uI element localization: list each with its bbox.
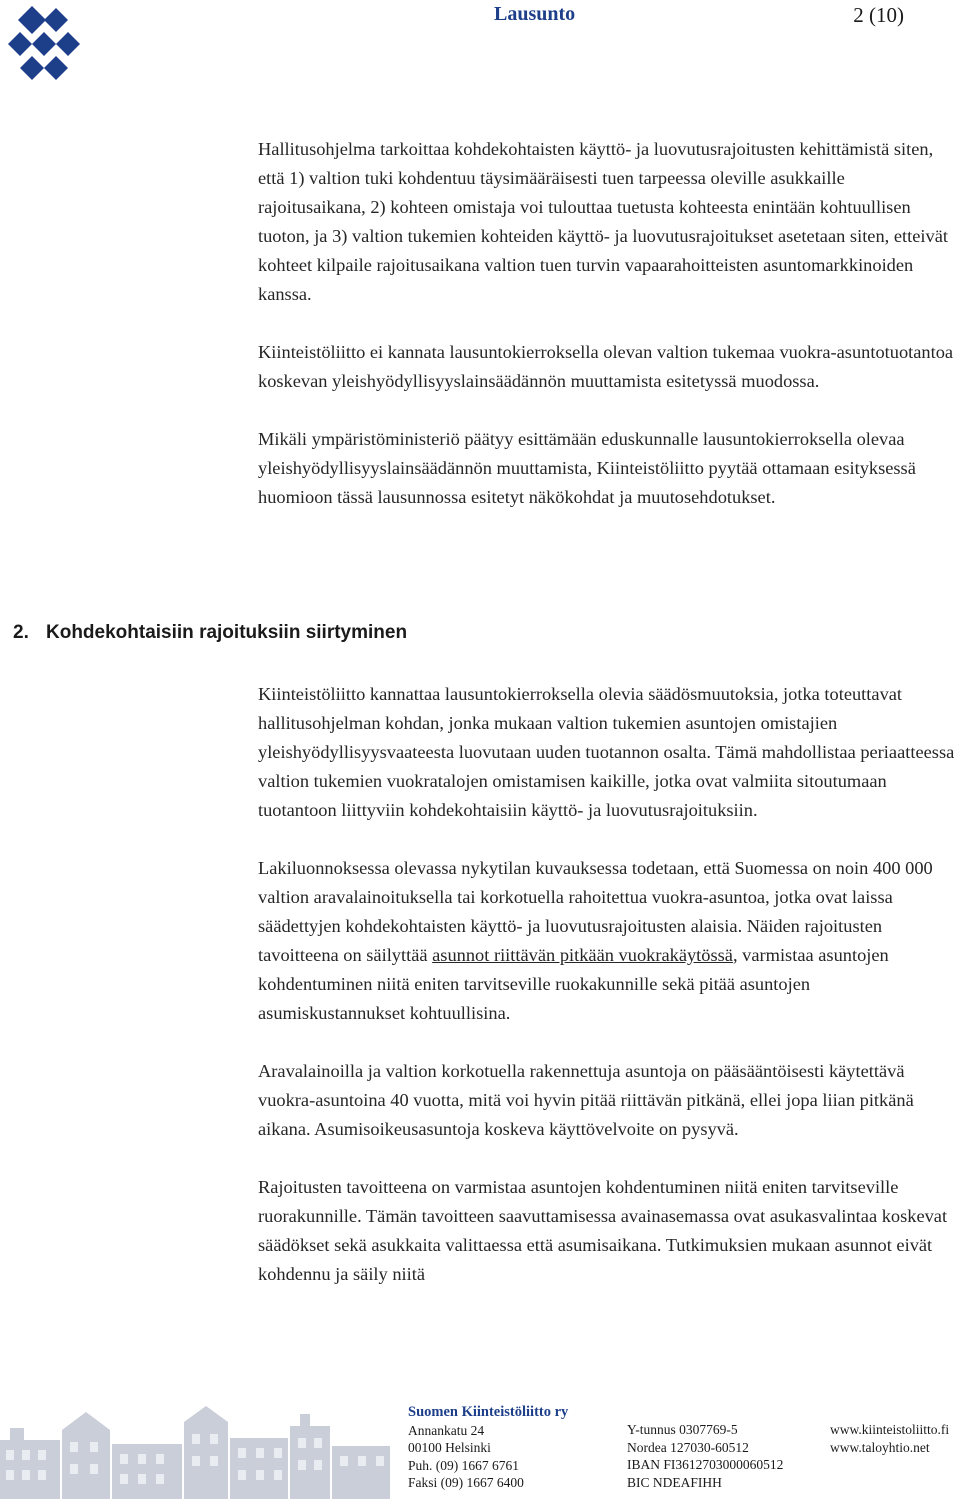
phone-line: Puh. (09) 1667 6761 <box>408 1457 519 1473</box>
paragraph-text: , varmistaa asuntojen kohdentuminen niitä eniten tarvitseville ruokakunnille sekä pitää asuntojen asumiskustannukset kohtuullisina. <box>258 945 889 1023</box>
paragraph: Mikäli ympäristöministeriö päätyy esittämään eduskunnalle lausuntokierroksella olevaa yleishyödyllisyyslainsäädännön muuttamista, Kiinteistöliitto pyytää ottamaan esityksessä huomioon tässä lausunnossa esitetyt näkökohdat ja muutosehdotukset. <box>258 429 916 507</box>
section-title: Kohdekohtaisiin rajoituksiin siirtyminen <box>46 622 408 643</box>
website-link[interactable]: www.taloyhtio.net <box>830 1439 930 1455</box>
document-type-title: Lausunto <box>494 3 576 25</box>
address-line: Annankatu 24 <box>408 1422 485 1438</box>
section-2-body <box>258 680 956 1289</box>
section-2-heading <box>13 622 407 644</box>
bic: BIC NDEAFIHH <box>627 1474 722 1490</box>
iban: IBAN FI3612703000060512 <box>627 1457 784 1472</box>
paragraph: Kiinteistöliitto kannattaa lausuntokierroksella olevia säädösmuutoksia, jotka toteuttavat hallitusohjelman kohdan, jonka mukaan valtion tukemien asuntojen omistajien yleishyödyllisyysvaateesta luovutaan uuden tuotannon osalta. Tämä mahdollistaa periaatteessa valtion tukemien vuokratalojen omistamisen kaikille, jotka ovat valmiita sitoutumaan tuotantoon liittyviin kohdekohtaisiin käyttö- ja luovutusrajoituksiin. <box>258 684 955 820</box>
paragraph: Aravalainoilla ja valtion korkotuella rakennettuja asuntoja on pääsääntöisesti käytettävä vuokra-asuntoina 40 vuotta, mitä voi hyvin pitää riittävän pitkänä, ellei jopa liian pitkänä aikana. Asumisoikeusasuntoja koskeva käyttövelvoite on pysyvä. <box>258 1061 914 1139</box>
website-link[interactable]: www.kiinteistoliitto.fi <box>830 1422 950 1437</box>
paragraph: Kiinteistöliitto ei kannata lausuntokierroksella olevan valtion tukemaa vuokra-asuntotuotantoa koskevan yleishyödyllisyyslainsäädännön muuttamista esitetyssä muodossa. <box>258 342 954 391</box>
paragraph-text: Lakiluonnoksessa olevassa nykytilan kuvauksessa todetaan, että Suomessa on noin 400 000 valtion aravalainoituksella tai korkotuella rahoitettua vuokra-asuntoa, jotka ovat laissa säädettyjen kohdekohtaisten käyttö- ja luovutusrajoitusten alaisia. Näiden rajoitusten tavoitteena on säilyttää <box>258 858 933 965</box>
address-line: 00100 Helsinki <box>408 1440 491 1455</box>
footer-ids <box>627 1421 783 1491</box>
footer-web <box>830 1421 949 1456</box>
paragraph: Hallitusohjelma tarkoittaa kohdekohtaisten käyttö- ja luovutusrajoitusten kehittämistä siten, että 1) valtion tuki kohdentuu täysimääräisesti tuen tarpeessa oleville asukkaille rajoitusaikana, 2) kohteen omistaja voi tulouttaa tuetusta kohteesta enintään kohtuullisen tuoton, ja 3) valtion tukemien kohteiden käyttö- ja luovutusrajoitukset asetetaan siten, etteivät kohteet kilpaile rajoitusaikana valtion tuen turvin vapaarahoitteisten asuntomarkkinoiden kanssa. <box>258 139 948 304</box>
page-number: 2 (10) <box>853 3 904 27</box>
fax-line: Faksi (09) 1667 6400 <box>408 1475 524 1490</box>
paragraph: Rajoitusten tavoitteena on varmistaa asuntojen kohdentuminen niitä eniten tarvitseville ruorakunnille. Tämän tavoitteen saavuttamisessa avainasemassa ovat asukasvalintaa koskevat säädökset sekä asukkaita valittaessa että asumisaikana. Tutkimuksien mukaan asunnot eivät kohdennu ja säily niitä <box>258 1177 948 1284</box>
business-id: Y-tunnus 0307769-5 <box>627 1422 738 1437</box>
footer-address <box>408 1404 568 1492</box>
underlined-phrase: asunnot riittävän pitkään vuokrakäytössä <box>432 945 733 965</box>
organization-name: Suomen Kiinteistöliitto ry <box>408 1404 569 1420</box>
section-number: 2. <box>13 622 29 643</box>
diamond-grid-logo-icon <box>6 4 84 84</box>
paragraph <box>258 854 956 1028</box>
section-1-body <box>258 135 956 512</box>
bank-account: Nordea 127030-60512 <box>627 1439 749 1455</box>
building-skyline-illustration <box>0 1400 390 1499</box>
